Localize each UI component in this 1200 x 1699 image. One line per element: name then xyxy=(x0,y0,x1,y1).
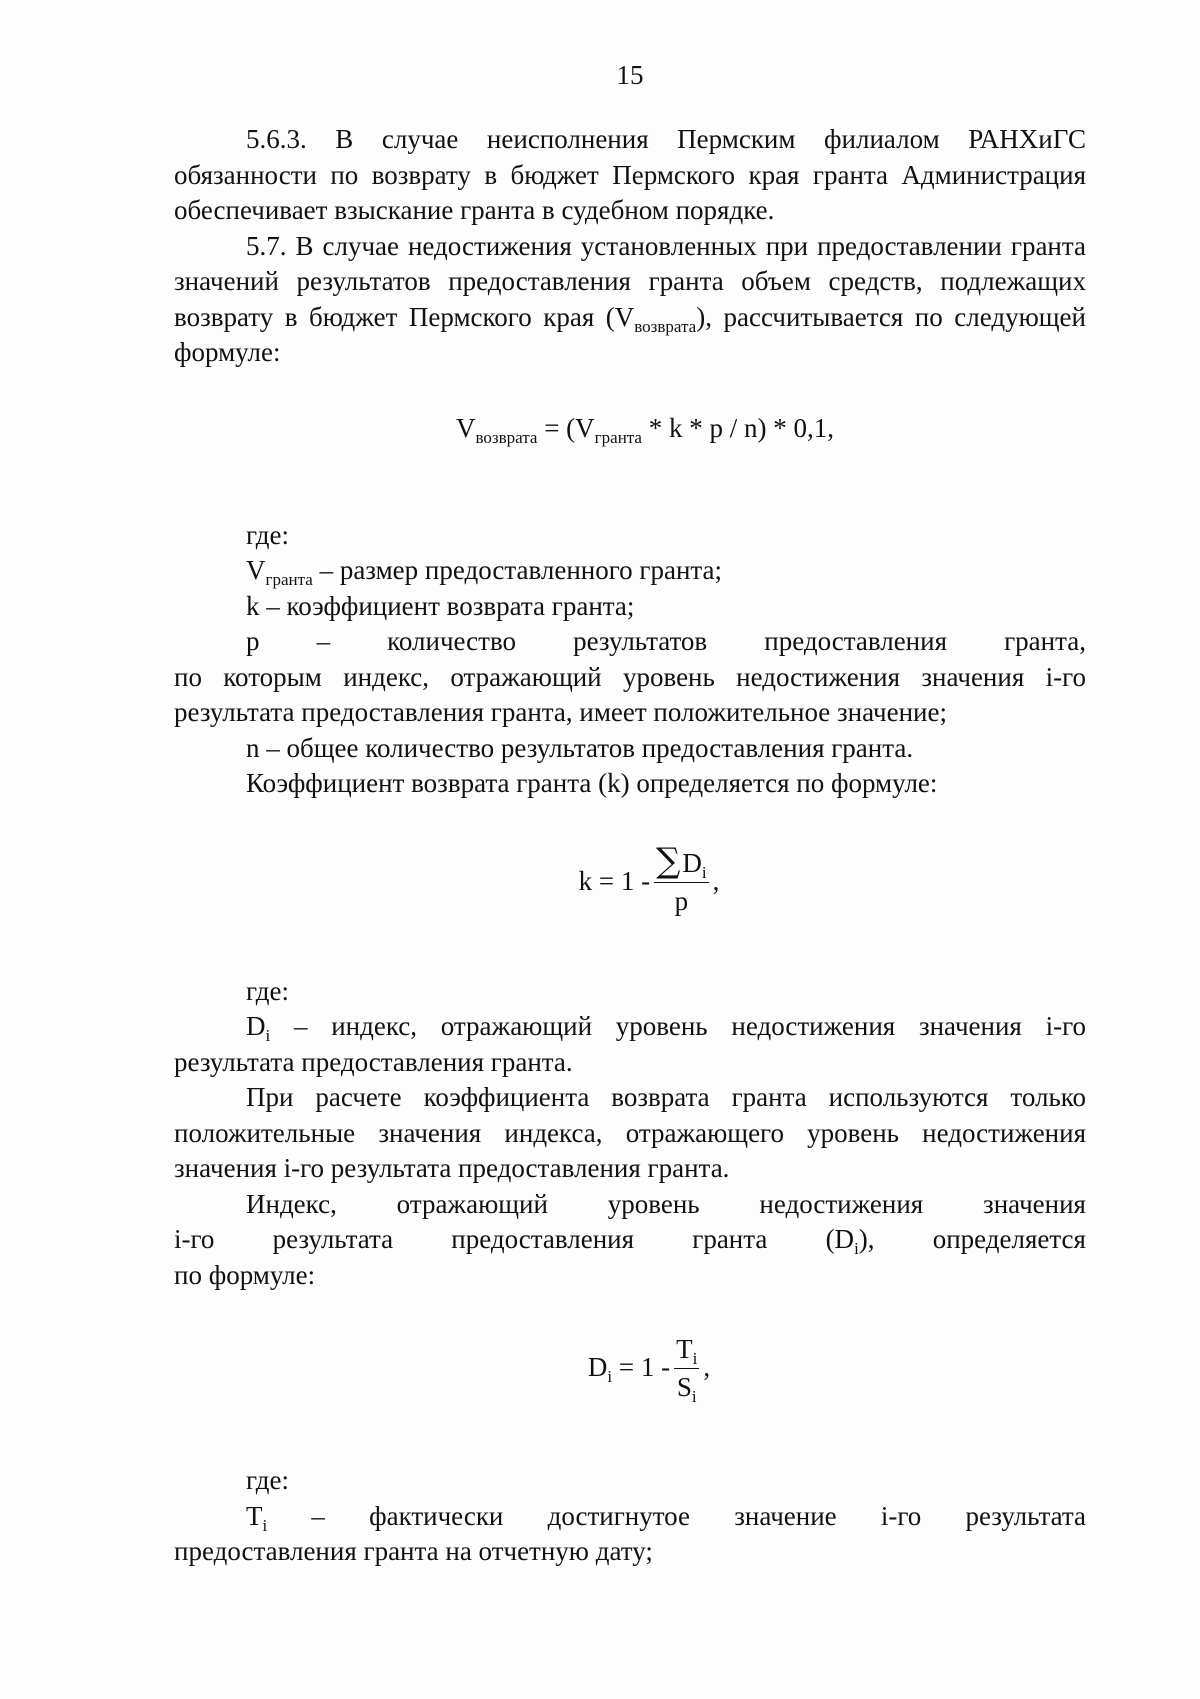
paragraph-5-7-text-a: 5.7. В случае недостижения установленных при предоставлении гранта значений результатов предоставления гранта объем средств, подлежащих возврату в бюджет Пермского края (V xyxy=(174,230,1086,332)
formula3-num-sub: i xyxy=(692,1348,698,1368)
def-p-word: предоставления xyxy=(764,626,948,656)
def-vgranta-text: – размер предоставленного гранта; xyxy=(312,555,723,585)
formula-v-vozvrata xyxy=(174,411,1086,466)
def-p-word: – xyxy=(316,626,331,656)
paragraph-positive-values: При расчете коэффициента возврата гранта используются только положительные значения индекса, отражающего уровень недостижения значения i-го результата предоставления гранта. xyxy=(174,1082,1086,1183)
formula3-den-s: S xyxy=(676,1371,692,1402)
formula-di xyxy=(174,1313,1086,1423)
formula3-denominator xyxy=(677,1369,697,1405)
index-word: результата xyxy=(272,1224,394,1254)
index-word-di xyxy=(826,1222,875,1258)
def-p-word: гранта, xyxy=(1004,626,1086,656)
formula3-numerator xyxy=(674,1332,699,1369)
formula3-den-sub: i xyxy=(691,1386,697,1406)
def-di-symbol: D xyxy=(246,1011,266,1041)
formula1-mid: = (V xyxy=(537,412,595,443)
index-word: Индекс, xyxy=(246,1188,337,1219)
formula2-fraction xyxy=(654,841,709,919)
formula3-fraction xyxy=(674,1332,699,1405)
formula1-rest: * k * p / n) * 0,1, xyxy=(641,412,834,443)
formula3-tail: , xyxy=(703,1352,711,1383)
index-di-sub: i xyxy=(854,1239,859,1258)
formula3-lhs-sub: i xyxy=(607,1367,613,1387)
formula2-denominator: p xyxy=(674,886,689,916)
index-word: значения xyxy=(983,1188,1086,1219)
paragraph-5-7-subscript: возврата xyxy=(634,316,697,336)
def-di-subscript: i xyxy=(265,1026,271,1045)
def-vgranta-symbol: V xyxy=(246,555,266,585)
formula3-num-t: T xyxy=(676,1333,693,1364)
paragraph-5-7-text-b: ), рассчитывается по следующей формуле: xyxy=(174,301,1086,367)
index-word: недостижения xyxy=(759,1188,924,1219)
def-ti-word: фактически xyxy=(369,1500,504,1531)
index-word: уровень xyxy=(607,1188,700,1219)
definition-k: k – коэффициент возврата гранта; xyxy=(246,590,635,621)
def-ti-t: T xyxy=(246,1500,263,1531)
def-p-word: количество xyxy=(387,626,517,656)
definition-ti-first-line xyxy=(174,1499,1086,1535)
def-ti-word: значение xyxy=(734,1500,837,1531)
paragraph-5-7 xyxy=(174,229,1086,371)
index-di-open: (D xyxy=(825,1224,855,1254)
definition-p-rest: по которым индекс, отражающий уровень недостижения значения i-го результата предоставления гранта, имеет положительное значение; xyxy=(174,661,1086,727)
paragraph-index-line2 xyxy=(174,1222,1086,1258)
formula1-sub-granta: гранта xyxy=(594,427,642,447)
index-word: гранта xyxy=(692,1224,768,1254)
formula3-eq: = 1 - xyxy=(612,1352,671,1383)
index-word: определяется xyxy=(932,1224,1086,1254)
page-number: 15 xyxy=(616,60,644,90)
def-di-text: – индекс, отражающий уровень недостижения значения i-го результата предоставления гранта. xyxy=(174,1011,1086,1077)
def-ti-word: i-го xyxy=(880,1500,922,1531)
sum-symbol: ∑ xyxy=(656,841,681,881)
definition-di xyxy=(174,1009,1086,1080)
where-label-1: где: xyxy=(246,519,289,550)
def-p-word: результатов xyxy=(573,626,708,656)
def-vgranta-subscript: гранта xyxy=(265,570,313,589)
where-label-2: где: xyxy=(246,975,289,1006)
paragraph-index-line1 xyxy=(174,1187,1086,1223)
formula2-num-d: D xyxy=(682,848,702,878)
definition-v-granta xyxy=(174,553,1086,589)
definition-n: n – общее количество результатов предоставления гранта. xyxy=(246,732,914,763)
formula3-lhs-d: D xyxy=(587,1352,608,1383)
def-ti-symbol xyxy=(246,1499,267,1535)
definition-p-first-line xyxy=(174,624,1086,660)
k-formula-intro: Коэффициент возврата гранта (k) определяется по формуле: xyxy=(246,768,938,798)
paragraph-5-6-3: 5.6.3. В случае неисполнения Пермским филиалом РАНХиГС обязанности по возврату в бюджет Пермского края гранта Администрация обеспечивает взыскание гранта в судебном порядке. xyxy=(174,124,1086,225)
formula2-lhs: k = 1 - xyxy=(578,865,651,896)
paragraph-index-end: по формуле: xyxy=(174,1259,316,1290)
index-word: i-го xyxy=(174,1224,215,1254)
formula2-tail: , xyxy=(712,865,720,896)
formula2-numerator xyxy=(654,841,709,883)
index-word: предоставления xyxy=(451,1224,635,1254)
def-ti-word: достигнутое xyxy=(547,1500,691,1531)
definition-ti-rest: предоставления гранта на отчетную дату; xyxy=(174,1536,653,1566)
formula3-lhs xyxy=(588,1350,670,1386)
formula2-num-sub: i xyxy=(701,863,707,882)
where-label-3: где: xyxy=(246,1465,289,1495)
formula-k xyxy=(174,822,1086,942)
def-p-word: p xyxy=(246,626,260,656)
formula1-sub-vozvrata: возврата xyxy=(475,427,538,447)
index-di-close: ), xyxy=(858,1224,875,1254)
document-body xyxy=(174,122,1086,1570)
def-ti-word: результата xyxy=(965,1500,1086,1531)
index-word: отражающий xyxy=(396,1188,548,1219)
def-ti-sub: i xyxy=(262,1515,268,1535)
formula1-v: V xyxy=(456,412,476,443)
def-ti-word: – xyxy=(311,1500,325,1531)
